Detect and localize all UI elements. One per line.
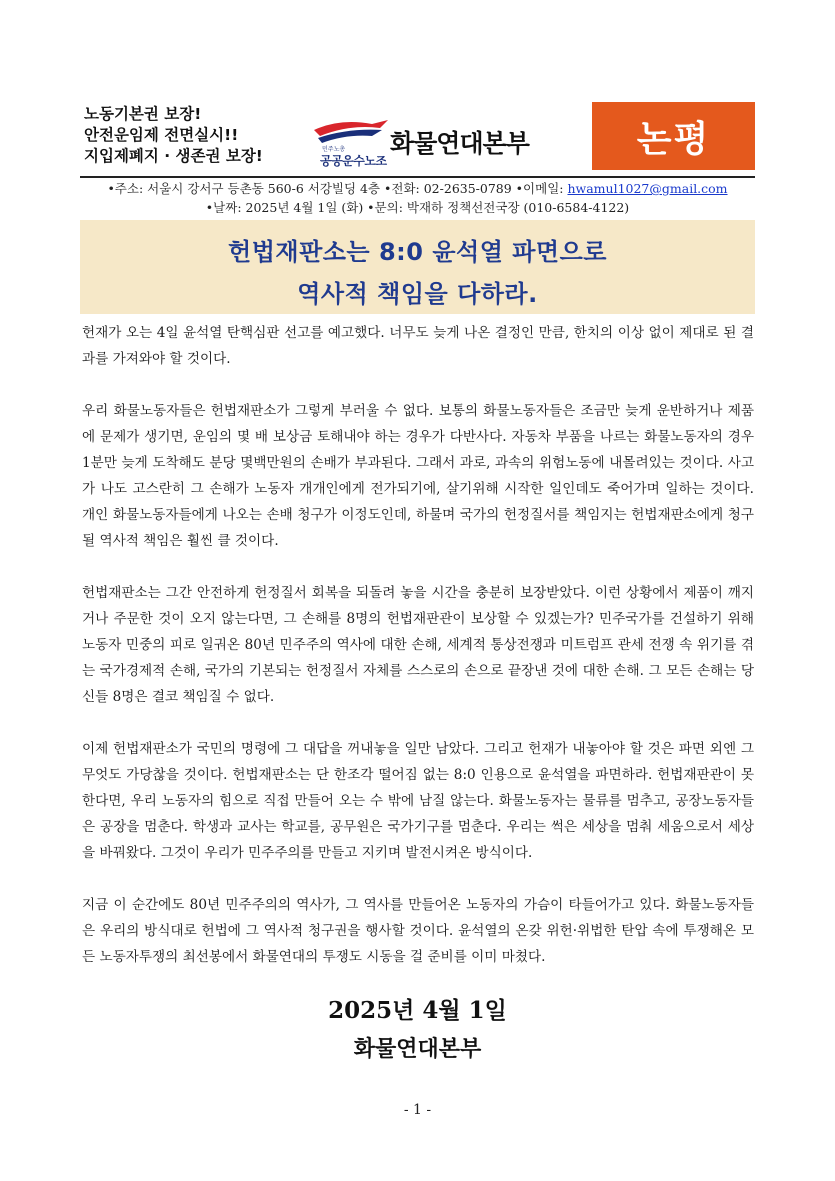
header-rule: [80, 176, 755, 178]
title-line-1: 헌법재판소는 8:0 윤석열 파면으로: [228, 238, 607, 266]
document-header: [80, 102, 755, 174]
slogans: [84, 104, 263, 167]
paragraph: 헌법재판소는 그간 안전하게 헌정질서 회복을 되돌려 놓을 시간을 충분히 보장받았다. 이런 상황에서 제품이 깨지거나 주문한 것이 오지 않는다면, 그 손해를 8명의 헌법재판관이 보상할 수 있겠는가? 민주국가를 건설하기 위해 노동자 민중의 피로 일궈온 80년 민주주의 역사에 대한 손해, 세계적 통상전쟁과 미트럼프 관세 전쟁 속 위기를 겪는 국가경제적 손해, 국가의 기본되는 헌정질서 자체를 스스로의 손으로 끝장낸 것에 대한 손해. 그 모든 손해는 당신들 8명은 결코 책임질 수 없다.: [82, 585, 754, 705]
paragraph: 헌재가 오는 4일 윤석열 탄핵심판 선고를 예고했다. 너무도 늦게 나온 결정인 만큼, 한치의 이상 없이 제대로 된 결과를 가져와야 할 것이다.: [82, 325, 754, 367]
slogan-line: 노동기본권 보장!: [84, 105, 202, 123]
slogan-line: 지입제폐지 · 생존권 보장!: [84, 147, 263, 165]
title-box: [80, 220, 755, 314]
org-name: 화물연대본부: [390, 129, 529, 158]
paragraph: 우리 화물노동자들은 헌법재판소가 그렇게 부러울 수 없다. 보통의 화물노동자들은 조금만 늦게 운반하거나 제품에 문제가 생기면, 운임의 몇 배 보상금 토해내야 하는 경우가 다반사다. 자동차 부품을 나르는 화물노동자의 경우 1분만 늦게 도착해도 분당 몇백만원의 손배가 부과된다. 그래서 과로, 과속의 위험노동에 내몰려있는 것이다. 사고가 나도 고스란히 그 손해가 노동자 개개인에게 전가되기에, 살기위해 시작한 일인데도 죽어가며 일하는 것이다. 개인 화물노동자들에게 나오는 손배 청구가 이정도인데, 하물며 국가의 헌정질서를 책임지는 헌법재판소에게 청구될 역사적 책임은 훨씬 클 것이다.: [82, 403, 754, 549]
contact-line-address: [80, 179, 755, 197]
paragraph: 이제 헌법재판소가 국민의 명령에 그 대답을 꺼내놓을 일만 남았다. 그리고 헌재가 내놓아야 할 것은 파면 외엔 그 무엇도 가당찮을 것이다. 헌법재판소는 단 한조각 떨어짐 없는 8:0 인용으로 윤석열을 파면하라. 헌법재판관이 못한다면, 우리 노동자의 힘으로 직접 만들어 오는 수 밖에 남질 않는다. 화물노동자는 물류를 멈추고, 공장노동자들은 공장을 멈춘다. 학생과 교사는 학교를, 공무원은 국가기구를 멈춘다. 우리는 썩은 세상을 멈춰 세움으로서 세상을 바꿔왔다. 그것이 우리가 민주주의를 만들고 지키며 발전시켜온 방식이다.: [82, 741, 754, 861]
union-logo-icon: [310, 116, 390, 146]
slogan-line: 안전운임제 전면실시!!: [84, 126, 239, 144]
title-line-2: 역사적 책임을 다하라.: [297, 280, 538, 308]
contact-address: •주소: 서울시 강서구 등촌동 560-6 서강빌딩 4층 •전화: 02-2635-0789 •이메일:: [107, 181, 568, 196]
paragraph: 지금 이 순간에도 80년 민주주의의 역사가, 그 역사를 만들어온 노동자의 가슴이 타들어가고 있다. 화물노동자들은 우리의 방식대로 헌법에 그 역사적 청구권을 행사할 것이다. 윤석열의 온갖 위헌·위법한 탄압 속에 투쟁해온 모든 노동자투쟁의 최선봉에서 화물연대의 투쟁도 시동을 걸 준비를 이미 마쳤다.: [82, 897, 754, 965]
contact-line-date: •날짜: 2025년 4월 1일 (화) •문의: 박재하 정책선전국장 (010-6584-4122): [205, 200, 630, 215]
page-number: - 1 -: [403, 1102, 432, 1118]
doc-type-badge: [592, 102, 755, 170]
footer-date: 2025년 4월 1일: [328, 997, 507, 1024]
union-sub-label: 민주노총: [322, 146, 346, 153]
union-name: 공공운수노조: [320, 154, 387, 168]
article-body: [82, 320, 754, 996]
footer-signature: 화물연대본부: [353, 1036, 482, 1062]
doc-type-label: 논평: [636, 118, 711, 160]
email-link[interactable]: hwamul1027@gmail.com: [567, 181, 728, 196]
